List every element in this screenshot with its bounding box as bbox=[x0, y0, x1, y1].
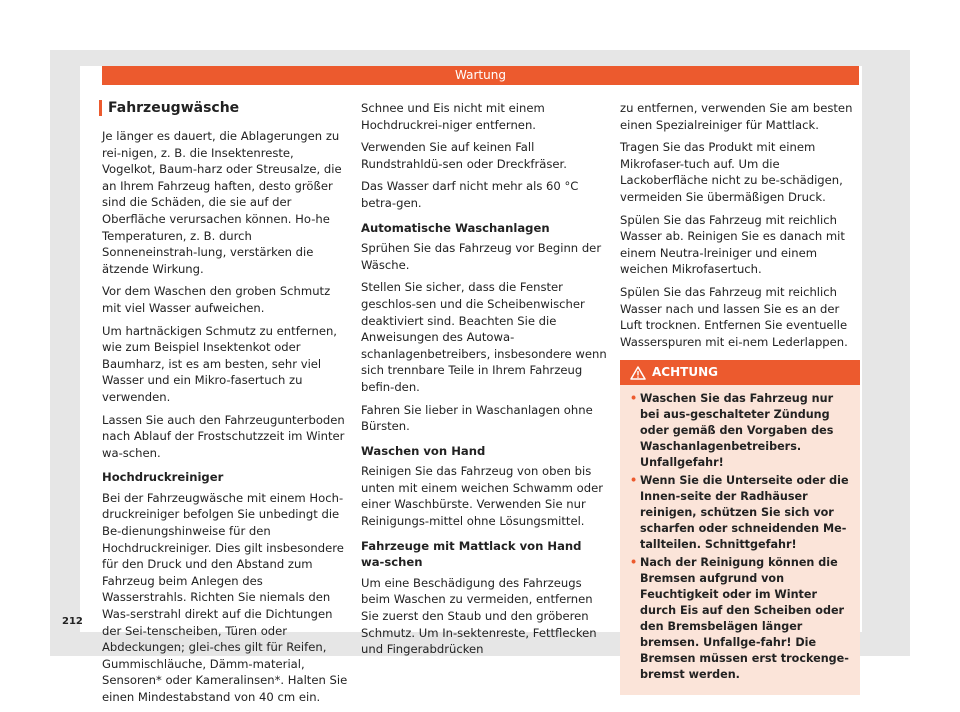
paragraph: Sprühen Sie das Fahrzeug vor Beginn der Wäsche. bbox=[361, 241, 602, 272]
warning-item: • Nach der Reinigung können die Bremsen aufgrund von Feuchtigkeit oder im Winter durch Eis auf den Scheiben oder den Bremsbelägen länger bremsen. Unfallge-fahr! Die Bremsen müssen erst trockenge-bremst werden. bbox=[630, 555, 850, 683]
warning-item: • Waschen Sie das Fahrzeug nur bei aus-geschalteter Zündung oder gemäß den Vorgaben des Waschanlagenbetreibers. Unfallgefahr! bbox=[630, 391, 850, 471]
paragraph: Lassen Sie auch den Fahrzeugunterboden nach Ablauf der Frostschutzzeit im Winter wa-schen. bbox=[102, 412, 345, 460]
warning-title: ACHTUNG bbox=[652, 365, 718, 380]
column-left bbox=[102, 100, 349, 712]
paragraph: Verwenden Sie auf keinen Fall Rundstrahldü-sen oder Dreckfräser. bbox=[361, 140, 567, 171]
paragraph: Bei der Fahrzeugwäsche mit einem Hoch-druckreiniger befolgen Sie unbedingt die Be-dienungshinweise für den Hochdruckreiniger. Dies gilt insbesondere für den Druck und den Abstand zum Fahrzeug beim Anlegen des Wasserstrahls. Richten Sie niemals den Was-serstrahl direkt auf die Dichtungen der Sei-tenscheiben, Türen oder Abdeckungen; glei-ches gilt für Reifen, Gummischläuche, Dämm-material, Sensoren* oder Kameralinsen*. Halten Sie einen Mindestabstand von 40 cm ein. bbox=[102, 490, 348, 704]
paragraph: Das Wasser darf nicht mehr als 60 °C betra-gen. bbox=[361, 179, 579, 210]
paragraph: Fahren Sie lieber in Waschanlagen ohne Bürsten. bbox=[361, 402, 593, 434]
subheading-hochdruckreiniger: Hochdruckreiniger bbox=[102, 470, 224, 485]
subheading-mattlack: Fahrzeuge mit Mattlack von Hand wa-schen bbox=[361, 538, 582, 570]
page-number: 212 bbox=[62, 616, 83, 627]
warning-box bbox=[620, 360, 860, 695]
warning-header bbox=[620, 360, 860, 385]
column-middle bbox=[361, 100, 608, 664]
warning-body bbox=[620, 385, 860, 695]
paragraph: Schnee und Eis nicht mit einem Hochdruckrei-niger entfernen. bbox=[361, 101, 545, 132]
paragraph: Je länger es dauert, die Ablagerungen zu rei-nigen, z. B. die Insektenreste, Vogelkot, Baum-harz oder Streusalze, die an Ihrem Fahrzeug haften, desto größer sind die Schäden, die sie auf der Oberfläche verursachen können. Ho-he Temperaturen, z. B. durch Sonneneinstrah-lung, verstärken die ätzende Wirkung. bbox=[102, 129, 342, 276]
paragraph: Spülen Sie das Fahrzeug mit reichlich Wasser ab. Reinigen Sie es danach mit einem Neutra-lreiniger und einem weichen Mikrofasertuch. bbox=[620, 212, 845, 277]
paragraph: zu entfernen, verwenden Sie am besten einen Spezialreiniger für Mattlack. bbox=[620, 101, 853, 132]
paragraph: Vor dem Waschen den groben Schmutz mit viel Wasser aufweichen. bbox=[102, 284, 331, 315]
section-title: Fahrzeugwäsche bbox=[99, 100, 349, 116]
paragraph: Tragen Sie das Produkt mit einem Mikrofaser-tuch auf. Um die Lackoberfläche nicht zu be-schädigen, vermeiden Sie übermäßigen Druck. bbox=[620, 140, 843, 204]
paragraph: Spülen Sie das Fahrzeug mit reichlich Wasser nach und lassen Sie es an der Luft trocknen. Entfernen Sie eventuelle Wasserspuren mit ei-nem Lederlappen. bbox=[620, 284, 848, 349]
paragraph: Stellen Sie sicher, dass die Fenster geschlos-sen und die Scheibenwischer deaktiviert sind. Beachten Sie die Anweisungen des Autowa-schanlagenbetreibers, insbesondere wenn sich trennbare Teile in Ihrem Fahrzeug befin-den. bbox=[361, 280, 607, 394]
chapter-header: Wartung bbox=[102, 66, 859, 85]
warning-item: • Wenn Sie die Unterseite oder die Innen-seite der Radhäuser reinigen, schützen Sie sich vor scharfen oder schneidenden Me-tallteilen. Schnittgefahr! bbox=[630, 473, 850, 553]
warning-triangle-icon bbox=[630, 366, 646, 380]
paragraph: Um eine Beschädigung des Fahrzeugs beim Waschen zu vermeiden, entfernen Sie zuerst den Staub und den gröberen Schmutz. Um In-sektenreste, Fettflecken und Fingerabdrücken bbox=[361, 575, 597, 657]
subheading-waschen-von-hand: Waschen von Hand bbox=[361, 443, 486, 458]
paragraph: Um hartnäckigen Schmutz zu entfernen, wie zum Beispiel Insektenkot oder Baumharz, ist es am besten, sehr viel Wasser und ein Mikro-fasertuch zu verwenden. bbox=[102, 323, 337, 404]
column-right bbox=[620, 100, 860, 695]
subheading-automatische-waschanlagen: Automatische Waschanlagen bbox=[361, 220, 550, 235]
paragraph: Reinigen Sie das Fahrzeug von oben bis unten mit einem weichen Schwamm oder einer Waschbürste. Verwenden Sie nur Reinigungs-mittel ohne Lösungsmittel. bbox=[361, 464, 603, 529]
